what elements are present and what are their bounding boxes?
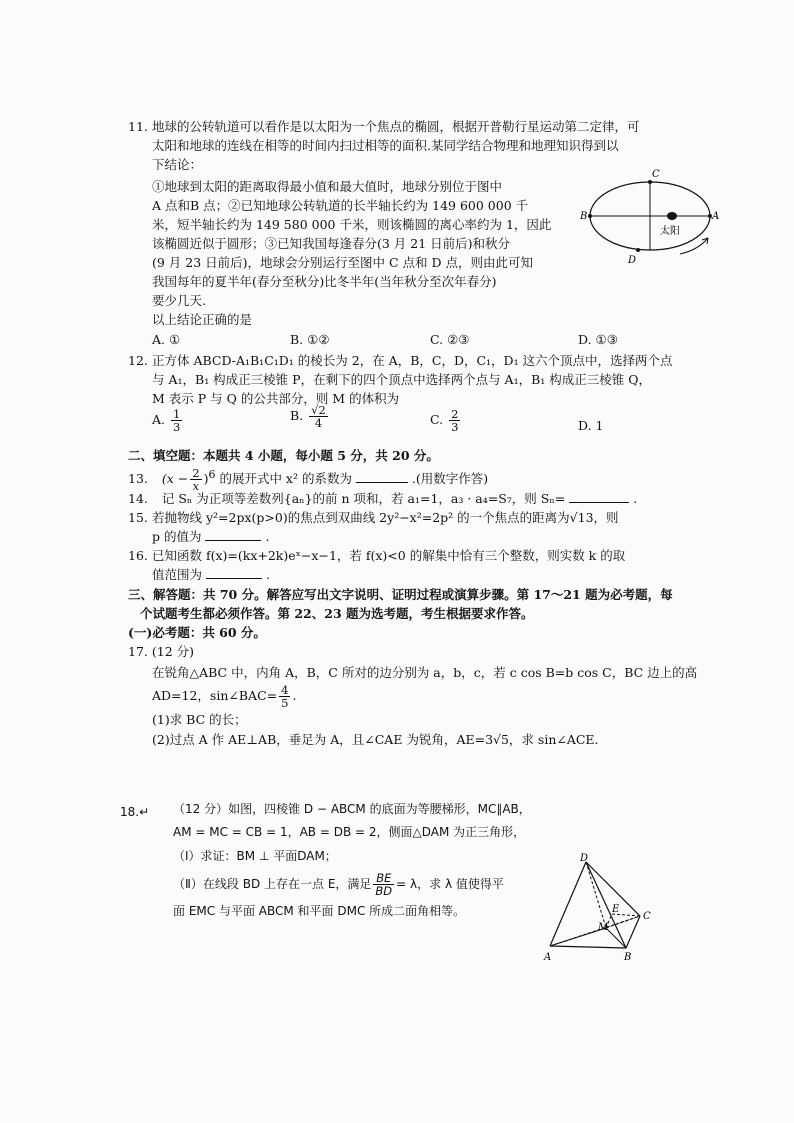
q16-line2-wrap [152, 565, 270, 584]
ellipse-orbit-figure [580, 168, 720, 268]
q12-line2: 与 A₁，B₁ 构成正三棱锥 P，在剩下的四个顶点中选择两个点与 A₁，B₁ 构成正三棱锥 Q， [152, 372, 651, 387]
point-b-dot [588, 214, 592, 218]
section-2-title: 二、填空题：本题共 4 小题，每小题 5 分，共 20 分。 [128, 448, 439, 463]
q18-line4 [173, 872, 504, 897]
q17-line2 [152, 684, 296, 709]
q14-answer-blank[interactable] [569, 490, 629, 503]
q16-tail: . [265, 567, 270, 582]
q14-tail: . [633, 491, 638, 506]
question-14 [128, 489, 637, 508]
q17-line2-pre: AD=12，sin∠BAC= [152, 688, 278, 704]
q11-line1: 地球的公转轨道可以看作是以太阳为一个焦点的椭圆，根据开普勒行星运动第二定律，可 [152, 119, 640, 134]
q13-exponent: 6 [208, 468, 216, 481]
q13-text: 的展开式中 x² 的系数为 [219, 471, 352, 487]
q15-answer-blank[interactable] [205, 528, 261, 541]
q13-frac-numerator: 2 [192, 466, 200, 481]
label-e: E [612, 904, 620, 915]
edge-da [550, 862, 586, 946]
q16-answer-blank[interactable] [206, 566, 262, 579]
q13-expr-post: ) [203, 471, 209, 487]
q12-line3: M 表示 P 与 Q 的公共部分，则 M 的体积为 [152, 391, 400, 406]
q16-line1: 已知函数 f(x)=(kx+2k)eˣ−x−1，若 f(x)<0 的解集中恰有三个整数，则实数 k 的取 [152, 548, 626, 563]
q12-option-a [152, 408, 184, 433]
q12-option-b-numerator: √2 [311, 403, 326, 417]
q12-option-b-denominator: 4 [314, 416, 323, 431]
q17-frac-numerator: 4 [281, 683, 289, 697]
section-3-line1: 三、解答题：共 70 分。解答应写出文字说明、证明过程或演算步骤。第 17～21 题为必考题，每 [128, 587, 673, 602]
q11-line11: 以上结论正确的是 [152, 312, 253, 327]
q15-tail: . [265, 529, 270, 544]
q15-line1: 若抛物线 y²=2px(p>0)的焦点到双曲线 2y²−x²=2p² 的一个焦点的距离为√13，则 [152, 510, 619, 525]
q17-sub1: (1)求 BC 的长； [152, 712, 247, 727]
q17-sub2: (2)过点 A 作 AE⊥AB，垂足为 A，且∠CAE 为锐角，AE=3√5，求 sin∠ACE. [152, 732, 599, 747]
q18-line4-post: = λ，求 λ 值使得平 [396, 877, 504, 892]
q12-option-c-label: C. [430, 412, 444, 428]
q11-option-b: B. ①② [290, 332, 330, 347]
q11-line7: 该椭圆近似于圆形；③已知我国每逢春分(3 月 21 日前后)和秋分 [152, 236, 511, 251]
q12-option-c-denominator: 3 [451, 420, 459, 435]
label-d: D [580, 853, 589, 864]
q12-option-d: D. 1 [578, 418, 604, 433]
q12-option-a-denominator: 3 [173, 420, 181, 435]
q18-line1: （12 分）如图，四棱锥 D − ABCM 的底面为等腰梯形，MC∥AB， [173, 802, 531, 816]
section-3-part1: (一)必考题：共 60 分。 [128, 625, 266, 640]
label-c: C [652, 169, 660, 180]
q16-line2: 值范围为 [152, 567, 203, 582]
q12-option-a-numerator: 1 [173, 407, 181, 421]
edge-bc [626, 916, 640, 948]
q18-frac-denominator: BD [375, 884, 393, 899]
q15-line2-wrap [152, 527, 269, 546]
label-b: B [624, 952, 632, 963]
q11-line3: 下结论： [152, 157, 203, 172]
q17-number: 17. [128, 644, 148, 659]
q15-line2: p 的值为 [152, 529, 202, 544]
section-3-line2: 个试题考生都必须作答。第 22、23 题为选考题，考生根据要求作答。 [140, 606, 534, 621]
q18-frac-numerator: BE [373, 872, 394, 885]
q11-line9: 我国每年的夏半年(春分至秋分)比冬半年(当年秋分至次年春分) [152, 274, 497, 289]
edge-mb [606, 928, 626, 948]
point-d-dot [636, 248, 640, 252]
label-sun: 太阳 [660, 226, 680, 237]
pyramid-figure [538, 852, 668, 964]
q12-option-a-label: A. [152, 412, 166, 428]
q13-number: 13. [128, 471, 148, 487]
label-d: D [628, 255, 637, 266]
q11-line10: 要少几天. [152, 293, 206, 308]
q17-line1: 在锐角△ABC 中，内角 A，B，C 所对的边分别为 a，b，c，若 c cos B=b cos C，BC 边上的高 [152, 665, 698, 680]
q14-text: 记 Sₙ 为正项等差数列{aₙ}的前 n 项和，若 a₁=1，a₃ · a₄=S₇，则 Sₙ= [161, 491, 566, 506]
label-m: M [598, 922, 609, 933]
q11-line6: 米，短半轴长约为 149 580 000 千米，则该椭圆的离心率约为 1，因此 [152, 217, 552, 232]
q12-line1: 正方体 ABCD-A₁B₁C₁D₁ 的棱长为 2，在 A，B，C，D，C₁，D₁ 这六个顶点中，选择两个点 [152, 353, 673, 368]
q12-option-b [290, 404, 330, 429]
q18-number: 18.↵ [120, 805, 150, 819]
q11-line8: (9 月 23 日前后)，地球会分别运行至图中 C 点和 D 点，则由此可知 [152, 255, 534, 270]
q13-answer-blank[interactable] [356, 470, 408, 483]
label-c: C [643, 911, 651, 922]
edge-ab [550, 946, 626, 948]
q13-expr-pre: (x − [161, 471, 189, 487]
q11-number: 11. [128, 119, 148, 134]
point-c-dot [648, 180, 652, 184]
q14-number: 14. [128, 491, 148, 506]
q18-line5: 面 EMC 与平面 ABCM 和平面 DMC 所成二面角相等。 [173, 904, 466, 918]
q17-header [128, 642, 194, 661]
q11-line2: 太阳和地球的连线在相等的时间内扫过相等的面积.某同学结合物理和地理知识得到以 [152, 138, 619, 153]
q11-line4: ①地球到太阳的距离取得最小值和最大值时，地球分别位于图中 [152, 179, 503, 194]
direction-arrow [680, 238, 708, 254]
q17-frac-denominator: 5 [281, 696, 289, 711]
label-a: A [544, 952, 552, 963]
label-b: B [580, 211, 588, 222]
q12-option-c-numerator: 2 [451, 407, 459, 421]
q11-option-d: D. ①③ [578, 332, 618, 347]
q11-option-a: A. ① [152, 332, 181, 347]
q12-option-b-label: B. [290, 408, 304, 424]
q13-frac-denominator: x [192, 479, 200, 494]
q12-option-c [430, 408, 462, 433]
q18-line3: （Ⅰ）求证：BM ⊥ 平面DAM； [173, 849, 337, 863]
q11-line5: A 点和B 点；②已知地球公转轨道的长半轴长约为 149 600 000 千 [152, 198, 529, 213]
q11-option-c: C. ②③ [430, 332, 470, 347]
q16-number: 16. [128, 548, 148, 563]
label-a: A [712, 211, 720, 222]
q15-number: 15. [128, 510, 148, 525]
q17-score: (12 分) [151, 644, 195, 659]
edge-db [586, 862, 626, 948]
q13-tail: .(用数字作答) [411, 471, 489, 487]
q18-line2: AM = MC = CB = 1，AB = DB = 2，侧面△DAM 为正三角形， [173, 825, 526, 839]
q12-number: 12. [128, 353, 148, 368]
q17-line2-post: . [292, 688, 297, 704]
q18-line4-pre: （Ⅱ）在线段 BD 上存在一点 E，满足 [173, 877, 372, 892]
sun-dot [667, 212, 677, 220]
